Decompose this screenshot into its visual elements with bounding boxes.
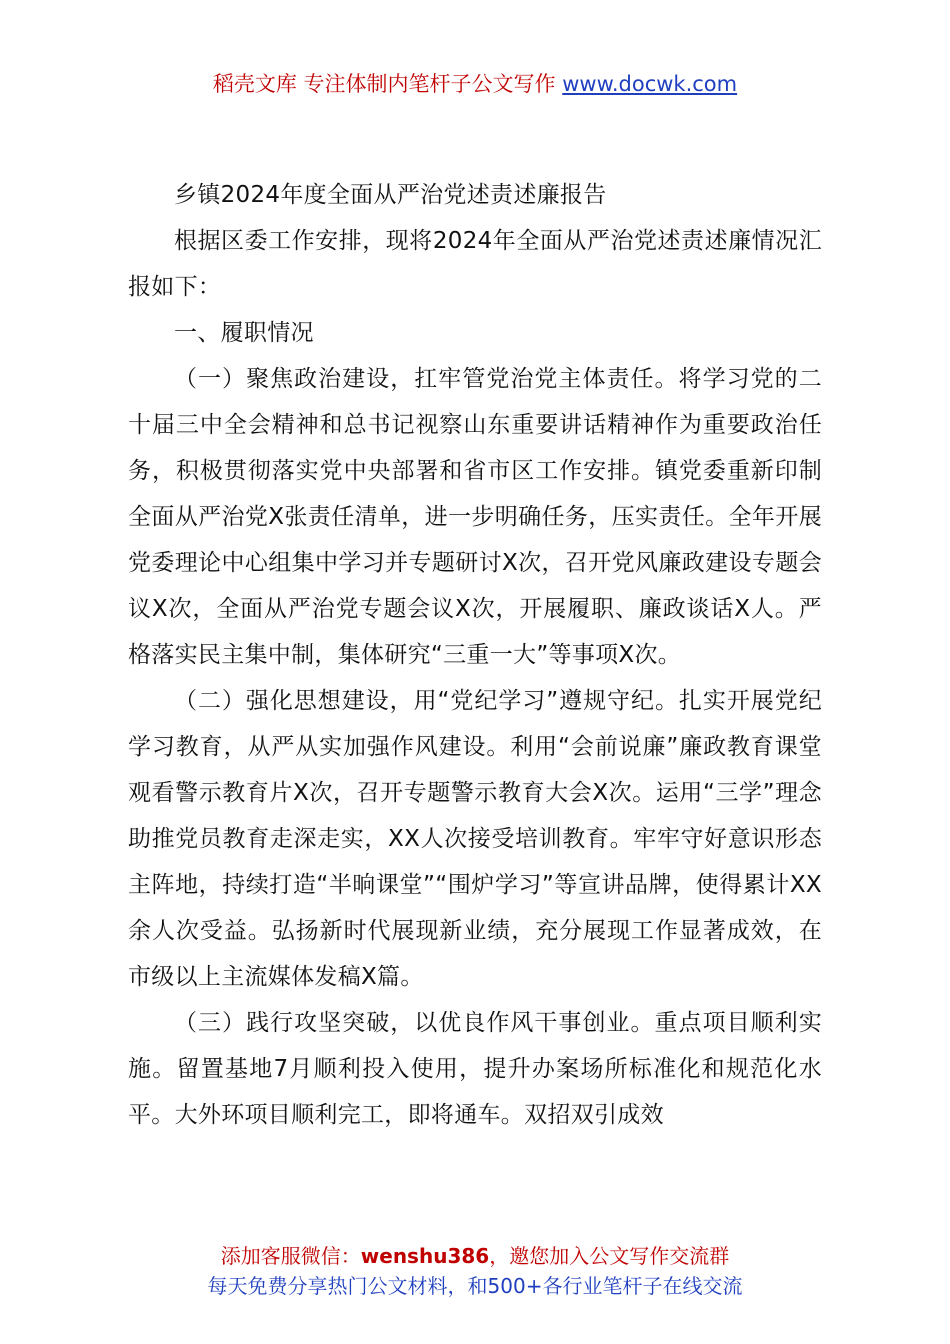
footer-prefix: 添加客服微信： (220, 1244, 361, 1268)
brand-text: 稻壳文库 专注体制内笔杆子公文写作 (212, 72, 556, 96)
paragraph-3: （三）践行攻坚突破，以优良作风干事创业。重点项目顺利实施。留置基地7月顺利投入使用，提升办案场所标准化和规范化水平。大外环项目顺利完工，即将通车。双招双引成效 (128, 1010, 822, 1128)
intro-paragraph: 根据区委工作安排，现将2024年全面从严治党述责述廉情况汇报如下： (128, 228, 822, 300)
footer-line-1 (0, 1241, 950, 1271)
paragraph-2: （二）强化思想建设，用“党纪学习”遵规守纪。扎实开展党纪学习教育，从严从实加强作风建设。利用“会前说廉”廉政教育课堂观看警示教育片X次，召开专题警示教育大会X次。运用“三学”理念助推党员教育走深走实，XX人次接受培训教育。牢牢守好意识形态主阵地，持续打造“半晌课堂”“围炉学习”等宣讲品牌，使得累计XX余人次受益。弘扬新时代展现新业绩，充分展现工作显著成效，在市级以上主流媒体发稿X篇。 (128, 688, 822, 990)
wechat-id: wenshu386 (360, 1244, 490, 1268)
footer-line-2: 每天免费分享热门公文材料，和500+各行业笔杆子在线交流 (207, 1274, 743, 1298)
watermark-header (0, 70, 950, 98)
document-title: 乡镇2024年度全面从严治党述责述廉报告 (174, 182, 607, 208)
site-link[interactable]: www.docwk.com (562, 72, 738, 96)
section-heading: 一、履职情况 (174, 320, 314, 346)
promo-footer (0, 1241, 950, 1301)
footer-suffix: ，邀您加入公文写作交流群 (489, 1244, 730, 1268)
paragraph-1: （一）聚焦政治建设，扛牢管党治党主体责任。将学习党的二十届三中全会精神和总书记视察山东重要讲话精神作为重要政治任务，积极贯彻落实党中央部署和省市区工作安排。镇党委重新印制全面从严治党X张责任清单，进一步明确任务，压实责任。全年开展党委理论中心组集中学习并专题研讨X次，召开党风廉政建设专题会议X次，全面从严治党专题会议X次，开展履职、廉政谈话X人。严格落实民主集中制，集体研究“三重一大”等事项X次。 (128, 366, 822, 668)
document-body (128, 172, 822, 1138)
